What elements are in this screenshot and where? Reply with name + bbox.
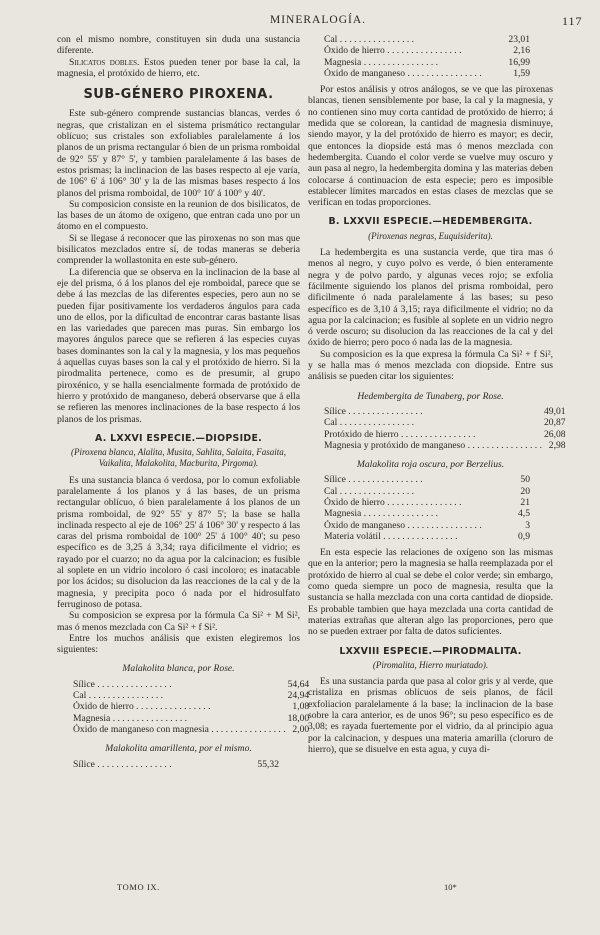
paragraph: La diferencia que se observa en la inclinacion de la base al eje del prisma, ó á los planos del eje romboidal, parece que se debe á las mezclas de las diferentes especies, pero aun no se pueden fijar positivamente los verdaderos ángulos para cada uno de ellos, por la dificultad de encontrar caras bastante lisas en las variedades que parecen mas puras. Sin embargo los mayores ángulos parece que se refieren á las especies cuyas bases dominantes son la cal y la magnesia, y los mas pequeños á aquellas cuyas bases son la cal y el protóxido de hierro. Si la pirodmalita pertenece, como es de presumir, al grupo piroxénico, y se halla esencialmente formada de protóxido de hierro y protóxido de manganeso, deberá observarse que á ella se refieren las menores inclinaciones de la base respecto á los planos de los prismas.	[57, 266, 300, 425]
species-synonyms: (Piroxena blanca, Alalita, Musita, Sahlita, Salaita, Fasaita, Vaikalita, Malakolita, Macburita, Pirgoma).	[71, 447, 286, 469]
analysis-table	[324, 406, 570, 451]
analysis-row: Sílice . . . 54,64	[73, 679, 313, 690]
analysis-row: Cal . . . 20	[324, 486, 534, 497]
right-column	[308, 34, 566, 755]
analysis-table	[324, 474, 534, 542]
analysis-row: Óxido de manganeso con magnesia . . . 2,00	[73, 724, 313, 735]
paragraph	[57, 57, 300, 80]
analysis-table-continued	[324, 34, 534, 79]
analysis-row: Sílice . . . 55,32	[73, 759, 283, 770]
analysis-row: Magnesia . . . 4,5	[324, 508, 534, 519]
analysis-row: Materia volátil . . . 0,9	[324, 531, 534, 542]
species-heading-hedembergita: B. LXXVII ESPECIE.—HEDEMBERGITA.	[328, 216, 533, 228]
species-synonyms: (Piroxenas negras, Euquisiderita).	[368, 230, 493, 241]
analysis-title: Hedembergita de Tunaberg, por Rose.	[357, 390, 504, 402]
paragraph: Si se llegase á reconocer que las piroxenas no son mas que bisilicatos mezclados entre sí, de todas maneras se deberia comprender la wollastonita en este sub-género.	[57, 232, 300, 267]
species-heading-diopside: A. LXXVI ESPECIE.—DIOPSIDE.	[94, 432, 263, 444]
paragraph: Entre los muchos análisis que existen elegiremos los siguientes:	[57, 632, 300, 656]
paragraph: Su composicion es la que expresa la fórmula Ca Si² + f Si², y se halla mas ó menos mezclada con diopside. Entre sus análisis se pueden citar los siguientes:	[308, 348, 553, 383]
paragraph-text: Estos pueden tener por base la cal, la magnesia, el protóxido de hierro, etc.	[57, 56, 301, 79]
paragraph: con el mismo nombre, constituyen sin duda una sustancia diferente.	[57, 34, 300, 57]
paragraph: La hedembergita es una sustancia verde, que tira mas ó menos al negro, y cuyo polvo es verde, ó bien enteramente negra y de polvo pardo, y algunas veces rojo; se exfolia fácilmente siguiendo los planos del prisma romboidal, pero dificilmente ó nada paralelamente á las bases; su peso específico es de 3,10 á 3,15; raya dificilmente el vidrio; no da agua por la calcinacion; es fusible al soplete en un vidrio negro ó verde oscuro; su disolucion da las reacciones de la cal y del óxido de hierro; pero poco ó nada las de la magnesia.	[308, 247, 553, 349]
analysis-table	[73, 679, 313, 735]
paragraph: Por estos análisis y otros análogos, se ve que las piroxenas blancas, tienen sensiblemente por base, la cal y la magnesia, y no contienen sino muy corta cantidad de protóxido de hierro; á medida que se colorean, la cantidad de magnesia disminuye, siendo mayor, y la del protóxido de hierro es mayor; es decir, que entonces la diopside está mas ó menos mezclada con hedembergita. Cuando el color verde se vuelve muy oscuro y aun pasa al negro, la hedembergita domina y las materias deben colocarse á continuacion de esta especie; pero es imposible establecer límites marcados en estas clases de mezclas que se verifican en todas proporciones.	[308, 84, 553, 209]
species-synonyms: (Piromalita, Hierro muriatado).	[372, 659, 489, 670]
analysis-table	[73, 759, 283, 770]
paragraph: Este sub-género comprende sustancias blancas, verdes ó negras, que cristalizan en el sistema prismático rectangular oblícuo; sus cristales son exfoliables paralelamente á los planos de un prisma rectangular ó bien de un prisma romboidal de 92° 55' y 87° 5', y tambien paralelamente á las bases de estos prismas; la inclinacion de las bases respecto al eje varía, de 106° 6' á 106° 30' y la de las mismas bases respecto á los planos del prisma romboidal, de 100° 10' á 100° y 40'.	[57, 108, 300, 199]
subgenus-heading: SUB-GÉNERO PIROXENA.	[83, 87, 274, 103]
analysis-row: Cal . . . 20,87	[324, 417, 570, 428]
paragraph: Su composicion consiste en la reunion de dos bisilicatos, de las bases de un átomo de oxígeno, que entran cada uno por un átomo en el compuesto.	[57, 198, 300, 233]
analysis-row: Cal . . . 23,01	[324, 34, 534, 45]
analysis-row: Magnesia y protóxido de manganeso . . . 2,98	[324, 440, 570, 451]
analysis-row: Sílice . . . 50	[324, 474, 534, 485]
analysis-row: Cal . . . 24,94	[73, 690, 313, 701]
analysis-title: Malakolita roja oscura, por Berzelius.	[356, 459, 505, 471]
analysis-row: Óxido de manganeso . . . 1,59	[324, 68, 534, 79]
paragraph: Es una sustancia parda que pasa al color gris y al verde, que cristaliza en prismas oblícuos de seis planos, de fácil exfoliacion paralelamente á la base; la inclinacion de la base sobre la cara anterior, es de unos 96°; su peso específico es de 3,08; es rayada fuertemente por el vidrio, da al principio agua por la calcinacion, y despues una materia amarilla (cloruro de hierro), que se disuelve en esta agua, y cuya di-	[308, 676, 553, 755]
paragraph: Es una sustancia blanca ó verdosa, por lo comun exfoliable paralelamente á los planos y á las bases, de un prisma rectangular oblícuo, ó bien paralelamente á los planos de un prisma romboidal, de 92° 55' y 87° 5'; la base se halla inclinada respecto al eje de 106° 25' á 106° 30' y respecto á las caras del prisma romboidal de 100° 25' á 100° 40'; su peso específico es de 3,25 á 3,34; raya dificilmente el vidrio; es rayado por el cuarzo; no da agua por la calcinacion; es fusible al soplete en un vidrio incoloro ó casi incoloro; es inatacable por los ácidos; su disolucion da las reacciones de la cal y de la magnesia, y precipita poco ó nada por el hidrosulfato ferruginoso de potasa.	[57, 474, 300, 610]
analysis-title: Malakolita amarillenta, por el mismo.	[105, 743, 252, 755]
running-head-title: MINERALOGÍA.	[270, 14, 367, 26]
volume-label: TOMO IX.	[117, 882, 160, 892]
analysis-row: Sílice . . . 49,01	[324, 406, 570, 417]
paragraph: Su composicion se expresa por la fórmula Ca Si² + M Si², mas ó menos mezclada con Ca Si² + f Si².	[57, 610, 300, 633]
analysis-row: Magnesia . . . 16,99	[324, 57, 534, 68]
analysis-row: Óxido de hierro . . . 21	[324, 497, 534, 508]
analysis-row: Óxido de hierro . . . 1,08	[73, 701, 313, 712]
page-number: 117	[562, 14, 583, 28]
analysis-row: Óxido de manganeso . . . 3	[324, 520, 534, 531]
paragraph-lead: Silicatos dobles.	[69, 56, 140, 68]
left-column	[57, 34, 310, 770]
paragraph: En esta especie las relaciones de oxígeno son las mismas que en la anterior; pero la magnesia se halla reemplazada por el protóxido de hierro al cual se debe el color verde; sin embargo, como queda siempre un poco de magnesia, resulta que la sustancia se halla mezclada con una corta cantidad de diopside. Es probable tambien que haya mezclada una corta cantidad de materias extrañas que alteran algo las proporciones, pero que no se pueden extraer por falta de datos suficientes.	[308, 547, 553, 638]
analysis-title: Malakolita blanca, por Rose.	[122, 663, 235, 675]
species-heading-pirodmalita: LXXVIII ESPECIE.—PIRODMALITA.	[339, 645, 522, 657]
analysis-row: Magnesia . . . 18,00	[73, 713, 313, 724]
signature-mark: 10*	[444, 882, 457, 892]
analysis-row: Protóxido de hierro . . . 26,08	[324, 429, 570, 440]
analysis-row: Óxido de hierro . . . 2,16	[324, 45, 534, 56]
